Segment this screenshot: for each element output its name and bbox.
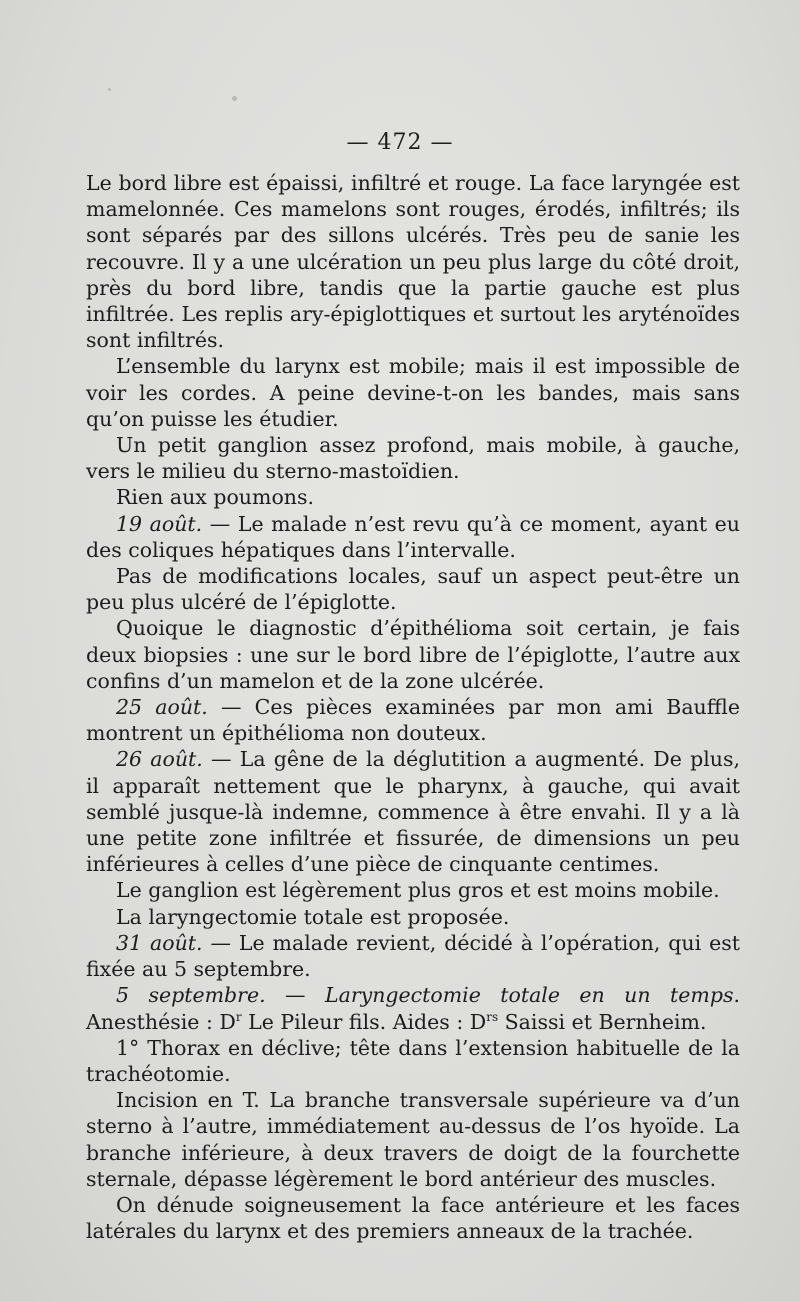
entry-text: — Ces pièces examinées par mon ami Bauffle montrent un épithélioma non douteux.	[86, 695, 740, 746]
entry-text: Le Pileur fils. Aides : D	[241, 1009, 487, 1034]
entry-text: — Le malade n’est revu qu’à ce moment, ayant eu des coliques hépatiques dans l’intervalle.	[86, 511, 740, 562]
paragraph: Pas de modifications locales, sauf un aspect peut-être un peu plus ulcéré de l’épiglotte.	[86, 564, 740, 615]
entry-date: 19 août.	[116, 511, 203, 536]
paragraph: 1° Thorax en déclive; tête dans l’extension habituelle de la trachéotomie.	[86, 1035, 740, 1086]
ink-speck	[232, 96, 237, 101]
superscript: r	[235, 1009, 242, 1024]
dated-paragraph	[86, 982, 740, 1034]
entry-date: 31 août.	[116, 930, 203, 955]
entry-date: 5 septembre.	[116, 983, 266, 1008]
paragraph: Rien aux poumons.	[116, 485, 315, 510]
dated-paragraph	[86, 511, 740, 563]
entry-text: —	[265, 983, 325, 1008]
dated-paragraph	[86, 746, 740, 877]
paragraph: Quoique le diagnostic d’épithélioma soit certain, je fais deux biopsies : une sur le bord libre de l’épiglotte, l’autre aux confins d’un mamelon et de la zone ulcérée.	[86, 616, 740, 693]
superscript: rs	[486, 1009, 499, 1024]
ink-speck	[108, 88, 111, 91]
entry-text: Anesthésie : D	[86, 1009, 236, 1034]
entry-date: 25 août.	[116, 695, 208, 720]
dated-paragraph	[86, 694, 740, 746]
paragraph: Le bord libre est épaissi, infiltré et rouge. La face laryngée est mamelonnée. Ces mamelons sont rouges, érodés, infiltrés; ils sont séparés par des sillons ulcérés. Très peu de sanie les recouvre. Il y a une ulcération un peu plus large du côté droit, près du bord libre, tandis que la partie gauche est plus infiltrée. Les replis ary-épiglottiques et surtout les aryténoïdes sont infiltrés.	[86, 171, 740, 353]
dated-paragraph	[86, 930, 740, 982]
entry-text: — La gêne de la déglutition a augmenté. De plus, il apparaît nettement que le pharynx, à gauche, qui avait semblé jusque-là indemne, commence à être envahi. Il y a là une petite zone infiltrée et fissurée, de dimensions un peu inférieures à celles d’une pièce de cinquante centimes.	[86, 747, 740, 877]
entry-text: — Le malade revient, décidé à l’opération, qui est fixée au 5 septembre.	[86, 930, 740, 982]
paragraph: Incision en T. La branche transversale supérieure va d’un sterno à l’autre, immédiatement au-dessus de l’os hyoïde. La branche inférieure, à deux travers de doigt de la fourchette sternale, dépasse légèrement le bord antérieur des muscles.	[86, 1088, 740, 1191]
body-text	[86, 170, 740, 1244]
paragraph: Le ganglion est légèrement plus gros et est moins mobile.	[116, 878, 720, 903]
page-number: — 472 —	[346, 130, 454, 155]
paragraph: L’ensemble du larynx est mobile; mais il est impossible de voir les cordes. A peine devine-t-on les bandes, mais sans qu’on puisse les étudier.	[86, 354, 740, 431]
procedure-title: Laryngectomie totale en un temps.	[324, 983, 740, 1008]
entry-text: Saissi et Bernheim.	[498, 1009, 707, 1034]
paragraph: Un petit ganglion assez profond, mais mobile, à gauche, vers le milieu du sterno-mastoïdien.	[86, 433, 740, 484]
paragraph: La laryngectomie totale est proposée.	[116, 904, 510, 929]
paragraph: On dénude soigneusement la face antérieure et les faces latérales du larynx et des premiers anneaux de la trachée.	[86, 1192, 740, 1244]
entry-date: 26 août.	[116, 747, 203, 772]
